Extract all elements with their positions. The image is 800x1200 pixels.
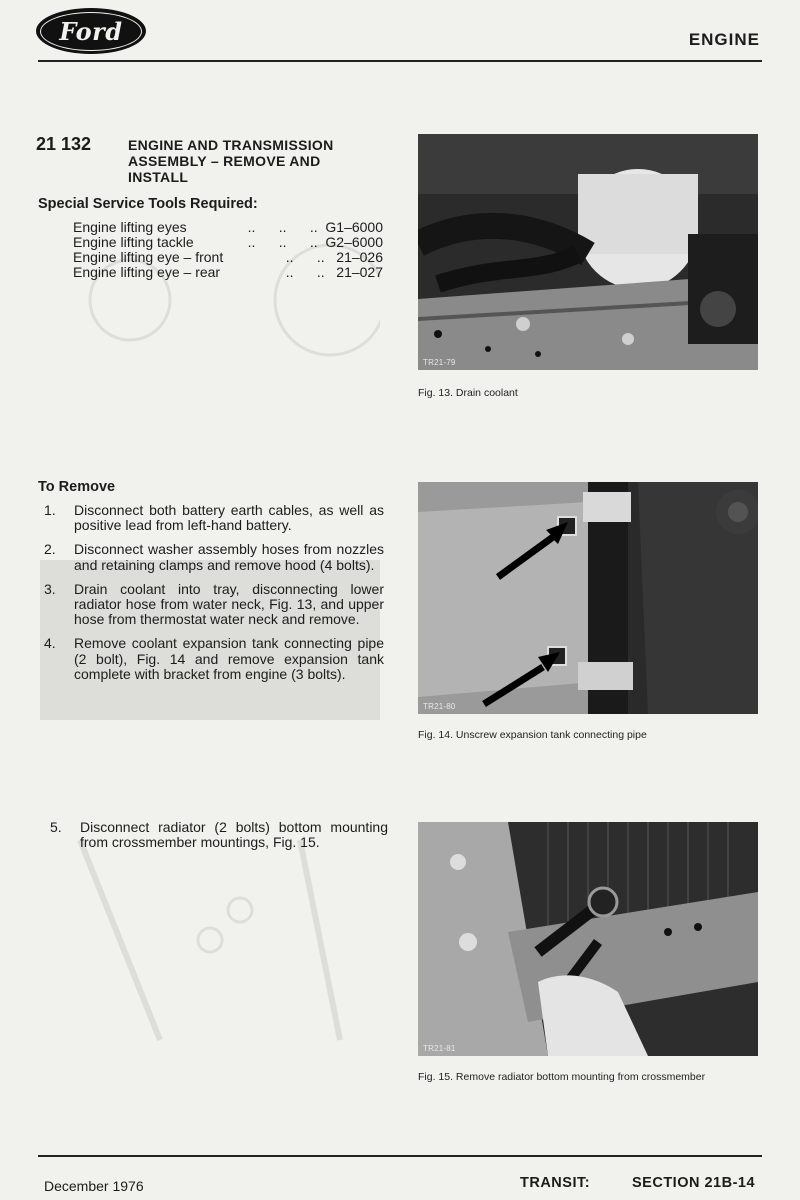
step-item: [44, 582, 384, 628]
tool-code-value: G2–6000: [325, 234, 383, 250]
figure-tag: TR21-79: [423, 358, 456, 367]
radiator-mounting-photo: [418, 822, 758, 1056]
tool-name: Engine lifting eye – rear: [73, 264, 221, 280]
step-item: [44, 503, 384, 533]
step-item: [44, 636, 384, 682]
tools-list: [73, 220, 383, 280]
figure-tag: TR21-80: [423, 702, 456, 711]
fig-15-photo: [418, 822, 758, 1056]
removal-step-5: [50, 820, 388, 859]
ford-logo: [36, 8, 146, 54]
tool-dots: .. ..: [285, 264, 325, 280]
step-text: Disconnect radiator (2 bolts) bottom mounting from crossmember mountings, Fig. 15.: [80, 819, 388, 851]
engine-coolant-photo: [418, 134, 758, 370]
tool-code: [286, 250, 383, 265]
step-text: Disconnect both battery earth cables, as well as positive lead from left-hand battery.: [74, 502, 384, 534]
fig-13-photo: [418, 134, 758, 370]
tool-code-value: 21–026: [336, 249, 383, 265]
fig-13-caption: Fig. 13. Drain coolant: [418, 387, 518, 399]
tool-name: Engine lifting eye – front: [73, 249, 224, 265]
fig-14-caption: Fig. 14. Unscrew expansion tank connecting pipe: [418, 729, 647, 741]
figure-tag: TR21-81: [423, 1044, 456, 1053]
footer-date: December 1976: [44, 1178, 144, 1194]
tool-row: [73, 235, 383, 250]
page-header-title: ENGINE: [688, 30, 760, 49]
tool-row: [73, 265, 383, 280]
tool-code: [248, 235, 383, 250]
to-remove-heading: To Remove: [38, 479, 116, 495]
step-item: [50, 820, 388, 850]
expansion-pipe-photo: [418, 482, 758, 714]
tool-code: [286, 265, 383, 280]
tool-dots: .. .. ..: [247, 234, 318, 250]
footer-model: TRANSIT:: [520, 1175, 591, 1191]
step-text: Remove coolant expansion tank connecting pipe (2 bolt), Fig. 14 and remove expansion tank complete with bracket from engine (3 bolts).: [74, 635, 384, 682]
header-rule: [38, 60, 762, 62]
footer-section: SECTION 21B-14: [632, 1175, 756, 1191]
step-item: [44, 542, 384, 572]
fig-14-photo: [418, 482, 758, 714]
step-number: 2.: [44, 541, 56, 558]
step-number: 1.: [44, 502, 56, 518]
removal-steps: [44, 503, 384, 691]
fig-15-caption: Fig. 15. Remove radiator bottom mounting from crossmember: [418, 1071, 706, 1083]
tool-row: [73, 250, 383, 265]
tool-name: Engine lifting eyes: [73, 219, 187, 235]
step-number: 5.: [50, 819, 62, 835]
tool-code-value: 21–027: [336, 264, 383, 280]
tools-heading: Special Service Tools Required:: [38, 196, 258, 212]
ford-logo-script: Ford: [40, 12, 142, 51]
section-number: 21 132: [36, 134, 92, 154]
tool-code: [248, 220, 383, 235]
step-number: 4.: [44, 635, 56, 652]
tool-dots: .. ..: [285, 249, 325, 265]
tool-code-value: G1–6000: [325, 219, 383, 235]
step-number: 3.: [44, 580, 56, 597]
tool-name: Engine lifting tackle: [73, 234, 194, 250]
section-title: ENGINE AND TRANSMISSION ASSEMBLY – REMOVE AND INSTALL: [128, 137, 334, 185]
tool-row: [73, 220, 383, 235]
tool-dots: .. .. ..: [247, 219, 318, 235]
step-text: Disconnect washer assembly hoses from nozzles and retaining clamps and remove hood (4 bolts).: [74, 541, 384, 573]
step-text: Drain coolant into tray, disconnecting lower radiator hose from water neck, Fig. 13, and upper hose from thermostat water neck and remove.: [74, 580, 384, 628]
footer-rule: [38, 1155, 762, 1157]
